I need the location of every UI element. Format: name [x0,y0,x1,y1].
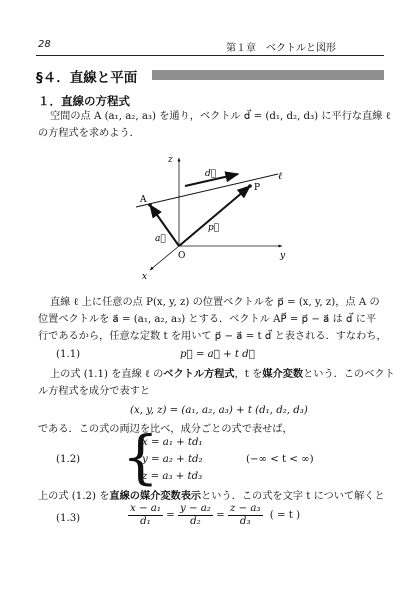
point-P [248,184,252,188]
label-x: x [142,272,148,282]
para4-line-1 [38,490,385,504]
para2-text-e: という．このベクト [303,369,395,380]
para1-line-3: 行であるから，任意な定数 t を用いて p⃗ − a⃗ = t d⃗ と表される．すなわち， [38,331,387,342]
label-A: A [140,195,147,205]
eq1-body: p⃗ = a⃗ + t d⃗ [180,349,255,360]
para2-line-1 [50,368,395,382]
eq3-frac-x: $\frac{\text{x − a₁}}{\text{d₁}}$ [130,503,161,527]
eq2-line-3: z = a₃ + td₃ [142,471,203,482]
eq3-eq-2: = [216,510,225,521]
eq2-brace: { [122,423,159,491]
line-vector-figure [110,148,310,283]
eq3-frac-z: $\frac{\text{z − a₃}}{\text{d₃}}$ [229,503,261,527]
para2-line-2: ル方程式を成分で表すと [38,386,151,397]
para4-text-a: 上の式 (1.2) を [38,491,110,502]
para4-text-c: という．この式を文字 t について解くと [201,491,385,502]
label-P: P [254,183,261,193]
eq2-number: (1.2) [56,454,81,465]
eq3-eq-1: = [166,510,175,521]
label-O: O [178,251,186,261]
x-axis [150,246,179,270]
chapter-title: 第１章 ベクトルと図形 [226,43,336,54]
term-vector-equation: ベクトル方程式 [163,369,235,380]
label-d: d⃗ [205,169,217,179]
eq3-body [128,503,300,528]
label-y: y [280,251,286,261]
header-rule [36,55,384,56]
label-z: z [168,155,173,165]
para3-line-1: である．この式の両辺を比べ，成分ごとの式で表せば， [38,424,293,435]
eq3-number: (1.3) [56,513,81,524]
point-A [148,203,152,207]
section-title: §４．直線と平面 [36,70,138,86]
section-title-bar [152,70,384,80]
page-number: 28 [38,39,51,50]
eq2-line-2: y = a₂ + td₂ [142,454,203,465]
component-equation: (x, y, z) = (a₁, a₂, a₃) + t (d₁, d₂, d₃) [130,405,308,416]
term-parametric-representation: 直線の媒介変数表示 [109,491,202,502]
label-a: a⃗ [155,234,166,244]
eq3-tail: ( = t ) [269,510,301,521]
term-parameter: 媒介変数 [262,369,304,380]
eq2-condition: (−∞ < t < ∞) [246,454,314,465]
subsection-title: １．直線の方程式 [38,94,130,108]
para1-line-2: 位置ベクトルを a⃗ = (a₁, a₂, a₃) とする．ベクトル AP⃗ = p⃗ − a⃗ は d⃗ に平 [38,314,377,325]
eq3-frac-y: $\frac{\text{y − a₂}}{\text{d₂}}$ [179,503,211,527]
eq2-line-1: x = a₁ + td₁ [142,437,203,448]
label-p: p⃗ [208,223,220,233]
para2-text-c: ，t を [234,369,263,380]
intro-line-2: の方程式を求めよう． [38,128,140,139]
label-ell: ℓ [278,171,283,182]
eq1-number: (1.1) [56,349,81,360]
intro-line-1: 空間の点 A (a₁, a₂, a₃) を通り，ベクトル d⃗ = (d₁, d₂, d₃) に平行な直線 ℓ [50,111,391,122]
para1-line-1: 直線 ℓ 上に任意の点 P(x, y, z) の位置ベクトルを p⃗ = (x, y, z)，点 A の [50,297,380,308]
para2-text-a: 上の式 (1.1) を直線 ℓ の [50,369,164,380]
